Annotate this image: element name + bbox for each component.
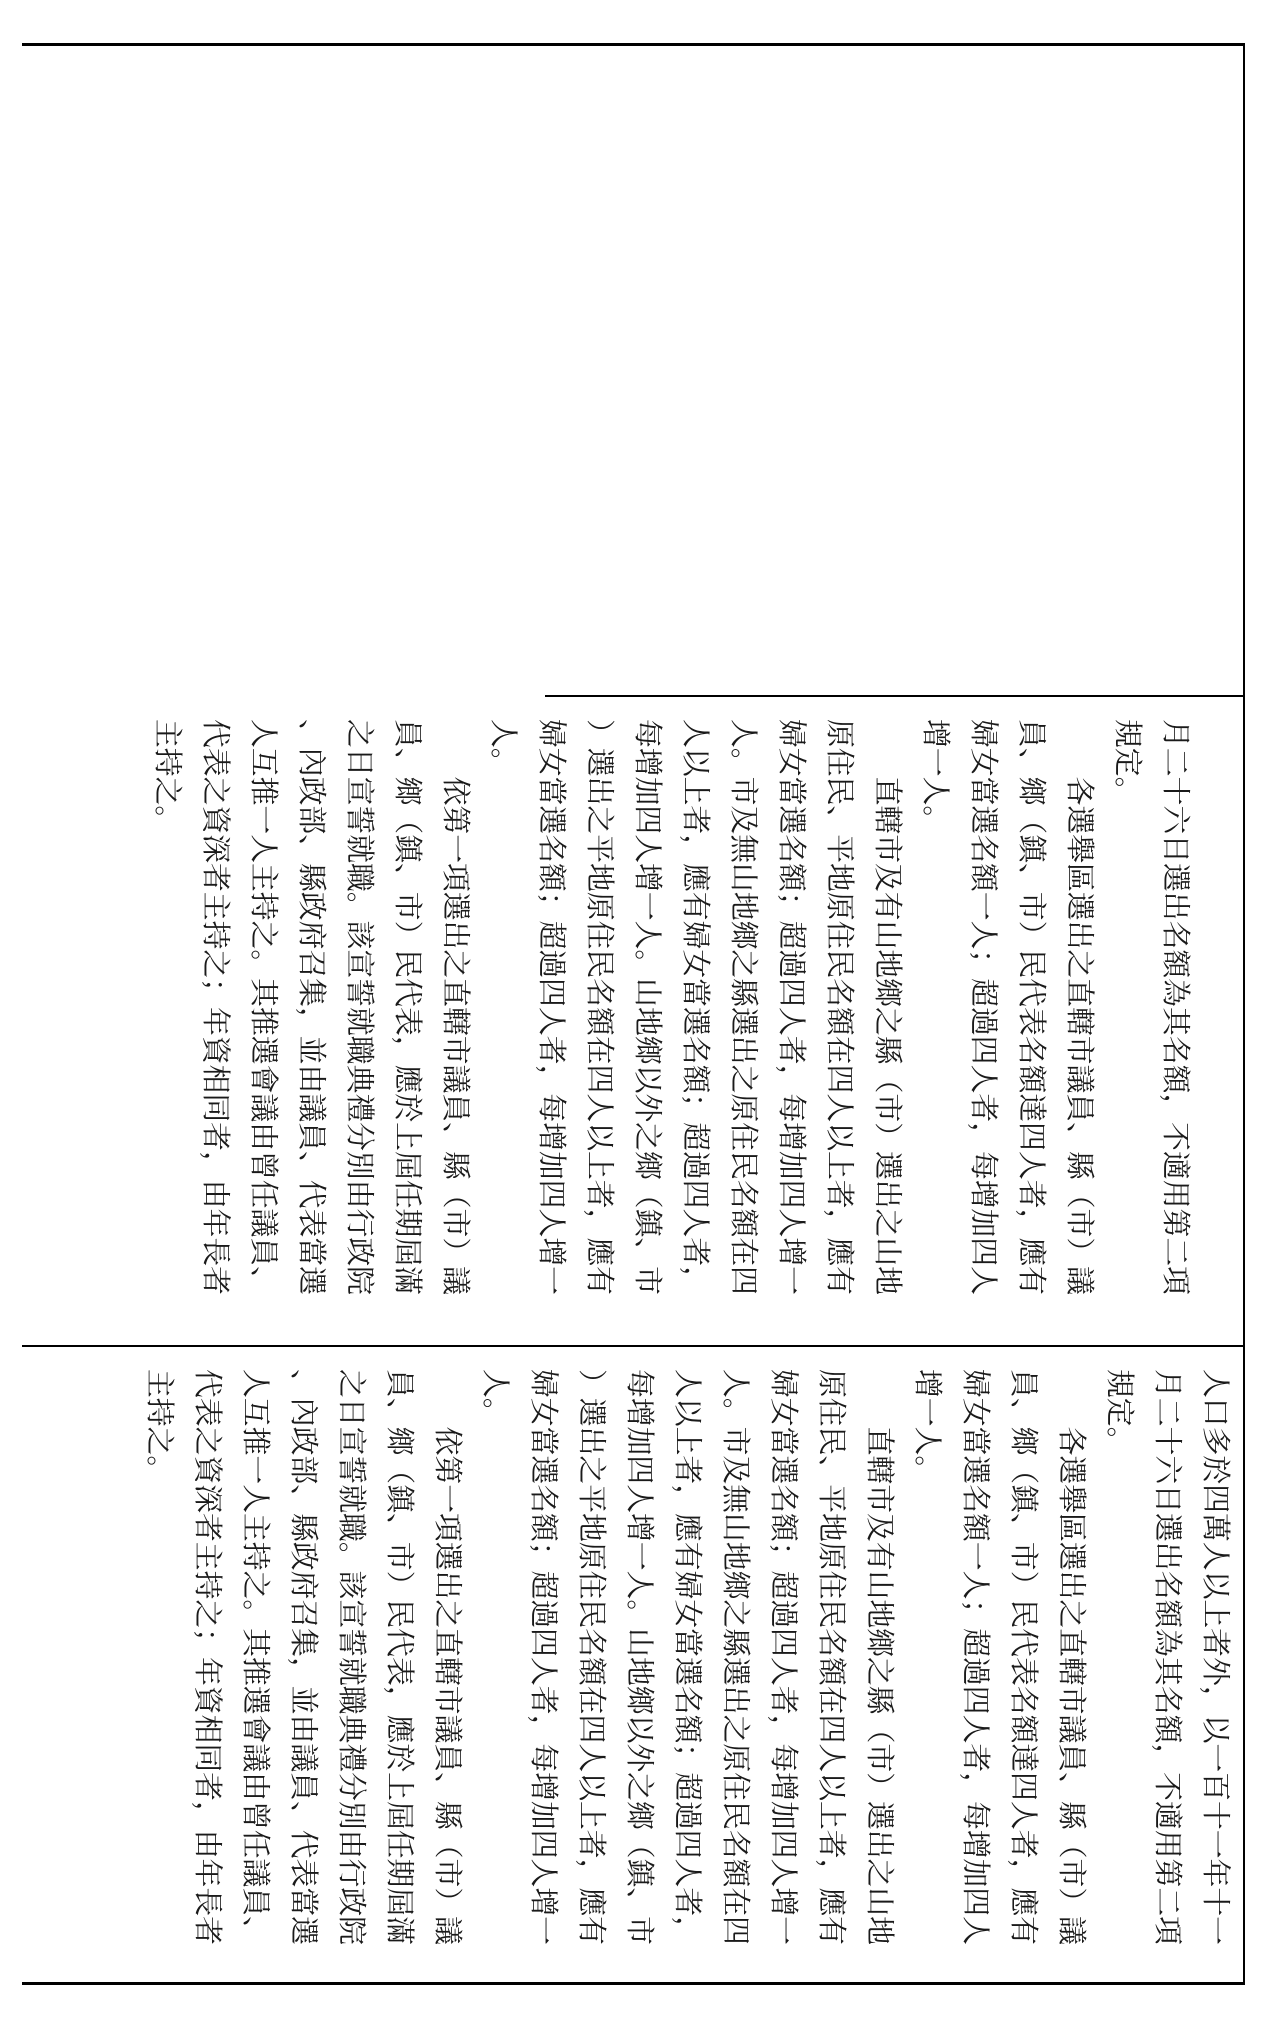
text-line: 月二十六日選出名額為其名額，不適用第二項: [1151, 1369, 1185, 1945]
text-line: 員、鄉（鎮、市）民代表，應於上屆任期屆滿: [383, 1369, 417, 1945]
text-line: 人互推一人主持之。其推選會議由曾任議員、: [247, 719, 281, 1295]
text-line: 之日宣誓就職。該宣誓就職典禮分別由行政院: [343, 719, 377, 1295]
text-line: 人互推一人主持之。其推選會議由曾任議員、: [239, 1369, 273, 1945]
text-line: 規定。: [1111, 719, 1145, 806]
text-line: ）選出之平地原住民名額在四人以上者，應有: [583, 719, 617, 1295]
top-right-cell: [545, 46, 1243, 695]
text-line: 婦女當選名額；超過四人者，每增加四人增一: [775, 719, 809, 1295]
text-line: 人以上者，應有婦女當選名額；超過四人者，: [679, 719, 713, 1295]
left-column-text: [136, 1369, 1240, 1945]
text-line: 婦女當選名額一人；超過四人者，每增加四人: [967, 719, 1001, 1295]
text-line: 人。: [479, 1369, 513, 1427]
text-line: 各選舉區選出之直轄市議員、縣（市）議: [1063, 719, 1097, 1295]
text-line: 各選舉區選出之直轄市議員、縣（市）議: [1055, 1369, 1089, 1945]
text-line: 員、鄉（鎮、市）民代表，應於上屆任期屆滿: [391, 719, 425, 1295]
text-line: 人。市及無山地鄉之縣選出之原住民名額在四: [727, 719, 761, 1295]
table-right-border: [1243, 43, 1245, 1985]
text-line: 原住民、平地原住民名額在四人以上者，應有: [815, 1369, 849, 1945]
text-line: 人。: [487, 719, 521, 777]
text-line: 人口多於四萬人以上者外，以一百十一年十一: [1199, 1369, 1233, 1945]
text-line: 增一人。: [911, 1369, 945, 1485]
text-line: 每增加四人增一人。山地鄉以外之鄉（鎮、市: [623, 1369, 657, 1945]
text-line: 直轄市及有山地鄉之縣（市）選出之山地: [871, 719, 905, 1295]
table-bottom-border: [22, 1982, 1245, 1985]
text-line: 、內政部、縣政府召集，並由議員、代表當選: [295, 719, 329, 1295]
text-line: 員、鄉（鎮、市）民代表名額達四人者，應有: [1007, 1369, 1041, 1945]
text-line: 婦女當選名額；超過四人者，每增加四人增一: [535, 719, 569, 1295]
text-line: 、內政部、縣政府召集，並由議員、代表當選: [287, 1369, 321, 1945]
text-line: 代表之資深者主持之；年資相同者，由年長者: [191, 1369, 225, 1945]
text-line: 主持之。: [151, 719, 185, 835]
text-line: 人以上者，應有婦女當選名額；超過四人者，: [671, 1369, 705, 1945]
text-line: 直轄市及有山地鄉之縣（市）選出之山地: [863, 1369, 897, 1945]
text-line: 依第一項選出之直轄市議員、縣（市）議: [431, 1369, 465, 1945]
text-line: 主持之。: [143, 1369, 177, 1485]
right-column-text: [144, 719, 1200, 1295]
text-line: 婦女當選名額；超過四人者，每增加四人增一: [527, 1369, 561, 1945]
text-line: ）選出之平地原住民名額在四人以上者，應有: [575, 1369, 609, 1945]
left-column: [30, 1347, 1243, 1982]
text-line: 依第一項選出之直轄市議員、縣（市）議: [439, 719, 473, 1295]
text-line: 之日宣誓就職。該宣誓就職典禮分別由行政院: [335, 1369, 369, 1945]
text-line: 月二十六日選出名額為其名額，不適用第二項: [1159, 719, 1193, 1295]
text-line: 規定。: [1103, 1369, 1137, 1456]
text-line: 每增加四人增一人。山地鄉以外之鄉（鎮、市: [631, 719, 665, 1295]
text-line: 婦女當選名額一人；超過四人者，每增加四人: [959, 1369, 993, 1945]
text-line: 人。市及無山地鄉之縣選出之原住民名額在四: [719, 1369, 753, 1945]
text-line: 員、鄉（鎮、市）民代表名額達四人者，應有: [1015, 719, 1049, 1295]
right-column: [30, 697, 1243, 1345]
text-line: 增一人。: [919, 719, 953, 835]
text-line: 代表之資深者主持之；年資相同者，由年長者: [199, 719, 233, 1295]
text-line: 原住民、平地原住民名額在四人以上者，應有: [823, 719, 857, 1295]
text-line: 婦女當選名額；超過四人者，每增加四人增一: [767, 1369, 801, 1945]
